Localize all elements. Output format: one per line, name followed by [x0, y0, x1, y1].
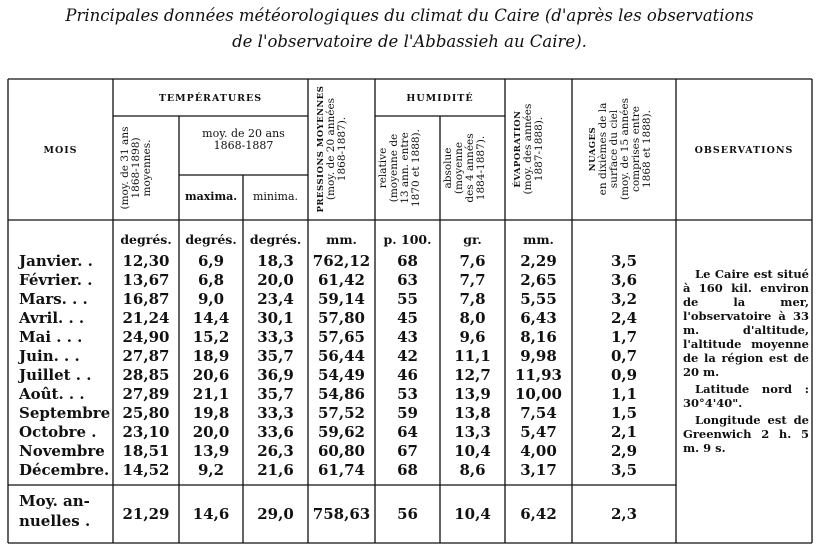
month-label: Mai . . .: [19, 328, 83, 346]
mois-header: MOIS: [43, 145, 78, 156]
table-cell: 57,65: [318, 328, 365, 346]
nuages-line-3: surface du ciel: [608, 109, 621, 189]
table-cell: 762,12: [312, 252, 371, 270]
month-label: Janvier. .: [19, 252, 93, 270]
observations-paragraph-2: Latitude nord : 30°4'40".: [683, 382, 809, 411]
month-label: Août. . .: [19, 385, 85, 403]
table-cell: 6,43: [520, 309, 557, 327]
pressions-header: [309, 80, 381, 218]
relative-header: [376, 118, 442, 218]
annual-cell: 21,29: [122, 505, 170, 523]
table-cell: 59,62: [318, 423, 365, 441]
table-cell: 28,85: [122, 366, 170, 384]
observations-header: OBSERVATIONS: [694, 145, 794, 156]
month-label: Février. .: [19, 271, 93, 289]
table-cell: 5,47: [520, 423, 557, 441]
table-cell: 13,9: [454, 385, 491, 403]
relative-line-1: relative: [377, 147, 389, 189]
title-line-2: de l'observatoire de l'Abbassieh au Caire).: [232, 32, 587, 51]
temp-31-line-2: 1868-1898): [130, 137, 143, 199]
observations-paragraph-3: Longitude est de Greenwich 2 h. 5 m. 9 s.: [683, 413, 809, 456]
table-cell: 64: [397, 423, 418, 441]
pressions-line-2: (moy. de 20 années: [325, 97, 338, 201]
temp-31-line-1: (moy. de 31 ans: [119, 126, 131, 210]
table-cell: 36,9: [257, 366, 294, 384]
table-cell: 68: [397, 252, 418, 270]
nuages-line-5: comprises entre: [630, 106, 643, 193]
table-cell: 21,1: [192, 385, 230, 403]
table-cell: 25,80: [122, 404, 170, 422]
month-label: Avril. . .: [19, 309, 85, 327]
table-cell: 9,0: [197, 290, 225, 308]
month-label: Décembre.: [19, 461, 110, 479]
table-cell: 7,6: [459, 252, 486, 270]
pressions-title: PRESSIONS MOYENNES: [316, 85, 326, 213]
table-cell: 18,3: [257, 252, 294, 270]
evaporation-line-2: (moy. des années: [522, 103, 535, 195]
absolue-line-3: des 4 années: [464, 133, 477, 203]
table-cell: 9,98: [520, 347, 557, 365]
table-cell: 4,00: [520, 442, 557, 460]
evaporation-line-3: 1887-1888).: [533, 116, 546, 182]
annual-label-line-1: Moy. an-: [19, 492, 90, 510]
table-cell: 7,54: [520, 404, 557, 422]
table-cell: 57,80: [318, 309, 365, 327]
table-cell: 20,6: [192, 366, 230, 384]
table-cell: 7,7: [459, 271, 486, 289]
table-cell: 2,9: [610, 442, 638, 460]
absolue-line-1: absolue: [442, 147, 454, 189]
relative-line-3: 13 ann. entre: [399, 132, 412, 204]
annual-label: [19, 492, 90, 531]
temp-31-header: [114, 118, 184, 218]
month-label: Juin. . .: [19, 347, 80, 365]
observations-text: [683, 267, 809, 458]
table-cell: 67: [397, 442, 418, 460]
table-cell: 68: [397, 461, 418, 479]
table-cell: 0,7: [610, 347, 638, 365]
temp-31-line-3: moyennes.: [141, 139, 154, 197]
table-cell: 11,1: [454, 347, 491, 365]
table-cell: 23,10: [122, 423, 170, 441]
table-cell: 42: [397, 347, 418, 365]
table-cell: 6,9: [197, 252, 225, 270]
table-cell: 2,29: [520, 252, 557, 270]
table-cell: 63: [397, 271, 418, 289]
minima-header: minima.: [252, 190, 299, 203]
table-cell: 13,9: [192, 442, 230, 460]
table-cell: 27,87: [122, 347, 170, 365]
annual-cell: 758,63: [312, 505, 371, 523]
table-cell: 35,7: [257, 385, 294, 403]
nuages-title: NUAGES: [588, 126, 598, 172]
table-cell: 26,3: [257, 442, 294, 460]
month-label: Mars. . .: [19, 290, 88, 308]
absolue-line-2: (moyenne: [453, 141, 466, 195]
temp-20-header: [179, 128, 308, 151]
table-cell: 2,65: [520, 271, 557, 289]
table-cell: 3,5: [610, 461, 638, 479]
table-cell: 33,3: [257, 328, 294, 346]
month-label: Octobre .: [19, 423, 97, 441]
table-cell: 8,6: [459, 461, 486, 479]
table-cell: 5,55: [520, 290, 557, 308]
table-cell: 15,2: [192, 328, 230, 346]
table-cell: 12,7: [454, 366, 491, 384]
absolue-line-4: 1884-1887).: [475, 135, 488, 201]
unit-temp-31: degrés.: [120, 232, 172, 247]
title-line-1: Principales données météorologiques du climat du Caire (d'après les observations: [65, 6, 754, 25]
month-label: Novembre: [19, 442, 105, 460]
table-cell: 59: [397, 404, 418, 422]
annual-cell: 10,4: [454, 505, 491, 523]
unit-maxima: degrés.: [185, 232, 237, 247]
table-cell: 43: [397, 328, 418, 346]
table-cell: 20,0: [257, 271, 294, 289]
table-cell: 55: [397, 290, 418, 308]
unit-pression: mm.: [326, 232, 357, 247]
table-cell: 27,89: [122, 385, 170, 403]
annual-cell: 56: [397, 505, 418, 523]
table-cell: 10,4: [454, 442, 491, 460]
table-cell: 13,3: [454, 423, 491, 441]
table-cell: 19,8: [192, 404, 230, 422]
relative-line-2: (moyenne de: [388, 133, 401, 203]
table-cell: 35,7: [257, 347, 294, 365]
month-label: Septembre: [19, 404, 111, 422]
table-cell: 18,51: [122, 442, 170, 460]
table-cell: 61,42: [318, 271, 365, 289]
table-cell: 24,90: [122, 328, 170, 346]
annual-cell: 2,3: [610, 505, 638, 523]
table-cell: 10,00: [515, 385, 562, 403]
absolue-header: [441, 118, 507, 218]
table-cell: 23,4: [257, 290, 294, 308]
nuages-header: [573, 80, 691, 218]
table-cell: 53: [397, 385, 418, 403]
temperatures-header: TEMPÉRATURES: [158, 93, 263, 104]
nuages-line-2: en dixièmes de la: [597, 102, 610, 196]
relative-line-4: 1870 et 1888).: [410, 129, 423, 207]
table-cell: 33,6: [257, 423, 294, 441]
annual-label-line-2: nuelles .: [19, 511, 91, 530]
table-cell: 61,74: [318, 461, 365, 479]
annual-cell: 6,42: [520, 505, 557, 523]
table-cell: 14,4: [192, 309, 230, 327]
table-cell: 3,2: [610, 290, 638, 308]
unit-absolue: gr.: [463, 232, 482, 247]
annual-cell: 14,6: [192, 505, 230, 523]
evaporation-header: [506, 80, 578, 218]
table-cell: 9,2: [197, 461, 225, 479]
table-cell: 21,24: [122, 309, 170, 327]
unit-relative: p. 100.: [383, 232, 432, 247]
table-cell: 16,87: [122, 290, 170, 308]
nuages-line-6: 1868 et 1888).: [641, 110, 654, 188]
table-cell: 13,67: [122, 271, 170, 289]
table-cell: 45: [397, 309, 418, 327]
pressions-line-3: 1868-1887).: [336, 116, 349, 182]
table-cell: 11,93: [515, 366, 562, 384]
table-cell: 18,9: [192, 347, 230, 365]
table-cell: 2,1: [610, 423, 638, 441]
humidite-header: HUMIDITÉ: [406, 93, 474, 104]
table-cell: 1,5: [610, 404, 638, 422]
table-cell: 13,8: [454, 404, 491, 422]
table-cell: 21,6: [257, 461, 294, 479]
table-cell: 1,7: [610, 328, 638, 346]
table-cell: 8,16: [520, 328, 557, 346]
table-cell: 2,4: [610, 309, 638, 327]
table-cell: 30,1: [257, 309, 294, 327]
maxima-header: maxima.: [184, 190, 238, 203]
table-cell: 9,6: [459, 328, 486, 346]
annual-cell: 29,0: [257, 505, 294, 523]
table-cell: 54,49: [318, 366, 365, 384]
table-cell: 57,52: [318, 404, 365, 422]
table-cell: 8,0: [459, 309, 486, 327]
observations-paragraph-1: Le Caire est situé à 160 kil. environ de la mer, l'observatoire à 33 m. d'altitude, l'altitude moyenne de la région est de 20 m.: [683, 267, 809, 380]
table-cell: 12,30: [122, 252, 170, 270]
table-cell: 7,8: [459, 290, 486, 308]
table-cell: 46: [397, 366, 418, 384]
table-cell: 59,14: [318, 290, 365, 308]
table-cell: 3,6: [610, 271, 638, 289]
table-cell: 60,80: [318, 442, 365, 460]
table-cell: 54,86: [318, 385, 365, 403]
table-cell: 20,0: [192, 423, 230, 441]
table-cell: 6,8: [197, 271, 225, 289]
table-cell: 56,44: [318, 347, 365, 365]
table-cell: 0,9: [610, 366, 638, 384]
unit-minima: degrés.: [249, 232, 302, 247]
month-label: Juillet . .: [19, 366, 92, 384]
table-cell: 3,17: [520, 461, 557, 479]
temp-20-line-1: moy. de 20 ans: [202, 127, 285, 140]
table-cell: 33,3: [257, 404, 294, 422]
table-cell: 3,5: [610, 252, 638, 270]
table-cell: 1,1: [610, 385, 638, 403]
temp-20-line-2: 1868-1887: [213, 138, 274, 152]
unit-evaporation: mm.: [523, 232, 554, 247]
table-cell: 14,52: [122, 461, 170, 479]
nuages-line-4: (moy. de 15 années: [619, 97, 632, 201]
evaporation-title: ÉVAPORATION: [513, 110, 523, 188]
